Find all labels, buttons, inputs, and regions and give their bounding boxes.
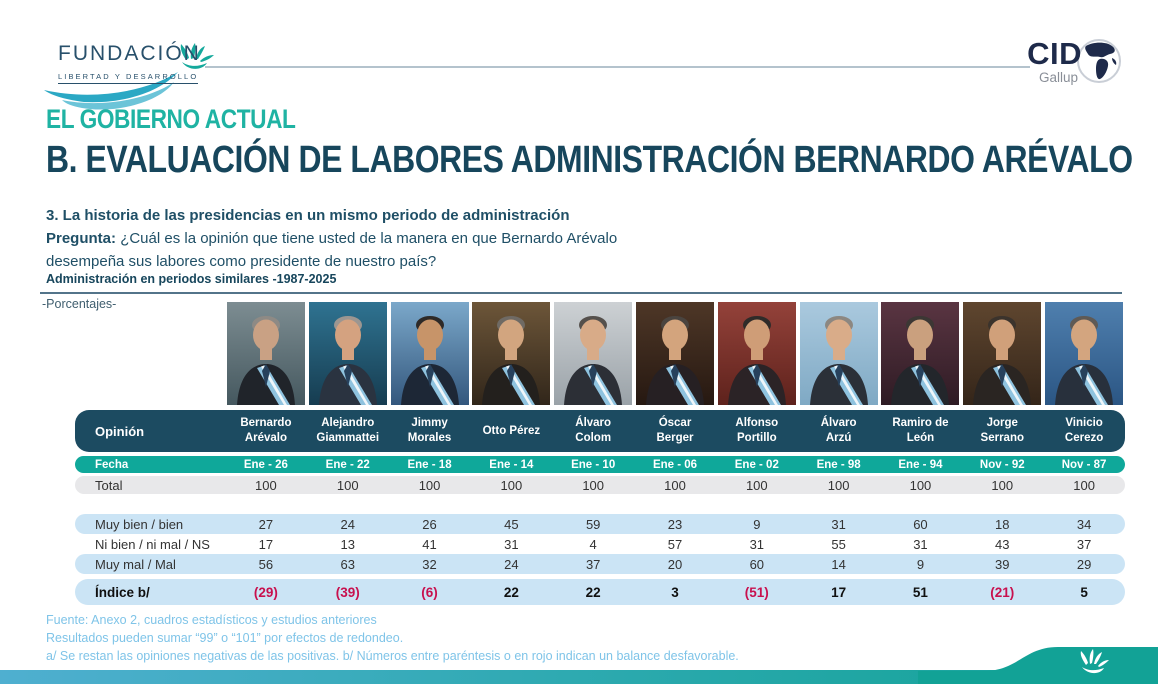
total-row — [75, 476, 1125, 494]
value-cell: 100 — [991, 477, 1014, 493]
value-cell: 22 — [503, 584, 519, 600]
value-cell: 17 — [831, 584, 847, 600]
value-cell: 26 — [422, 516, 437, 532]
row-label: Muy bien / bien — [95, 516, 184, 532]
fecha-row — [75, 456, 1125, 473]
value-cell: 60 — [749, 556, 765, 572]
table-header-row — [75, 410, 1125, 452]
question-text: Pregunta: ¿Cuál es la opinión que tiene usted de la manera en que Bernardo Arévalo desempeña sus labores como presidente de nuestro país? — [46, 230, 618, 270]
value-cell: 100 — [664, 477, 686, 493]
president-photo — [554, 302, 632, 405]
value-cell: Ene - 94 — [898, 458, 943, 471]
value-cell: (51) — [744, 584, 769, 600]
value-cell: (21) — [990, 584, 1015, 600]
section-kicker: EL GOBIERNO ACTUAL — [46, 104, 296, 134]
president-photo — [718, 302, 796, 405]
foundation-name: FUNDACIÓN — [58, 42, 201, 65]
value-cell: 56 — [258, 556, 274, 572]
page-title: B. EVALUACIÓN DE LABORES ADMINISTRACIÓN BERNARDO ARÉVALO — [46, 139, 1133, 181]
value-cell: (6) — [421, 584, 438, 600]
president-photo — [227, 302, 305, 405]
president-photo — [1045, 302, 1123, 405]
foundation-subtitle: LIBERTAD Y DESARROLLO — [58, 72, 198, 84]
footnotes — [46, 611, 739, 665]
value-cell: 60 — [913, 516, 928, 532]
row-label: Total — [95, 477, 123, 493]
table-top-rule — [40, 292, 1122, 294]
value-cell: 18 — [995, 516, 1010, 532]
value-cell: 23 — [667, 516, 683, 532]
value-cell: 9 — [753, 516, 761, 532]
value-cell: 100 — [745, 477, 768, 493]
president-photo — [636, 302, 714, 405]
president-photo — [963, 302, 1041, 405]
value-cell: 37 — [585, 556, 601, 572]
value-cell: 31 — [913, 536, 928, 552]
value-cell: 100 — [909, 477, 932, 493]
value-cell: 100 — [1073, 477, 1095, 493]
value-cell: 14 — [831, 556, 846, 572]
index-row — [75, 579, 1125, 605]
value-cell: 4 — [589, 536, 597, 552]
president-photo — [881, 302, 959, 405]
value-cell: Nov - 87 — [1061, 458, 1107, 471]
value-cell: 9 — [916, 556, 925, 572]
cid-text: CID — [1027, 36, 1082, 71]
value-cell: Ene - 06 — [652, 458, 698, 471]
footnote-source: Fuente: Anexo 2, cuadros estadísticos y estudios anteriores — [46, 613, 377, 627]
value-cell: 5 — [1080, 584, 1088, 600]
value-cell: 17 — [258, 536, 274, 552]
header-divider — [205, 66, 1030, 68]
value-cell: 41 — [422, 536, 437, 552]
row-spacer — [75, 494, 1125, 514]
value-cell: 24 — [340, 516, 355, 532]
president-photo — [309, 302, 387, 405]
question-subtitle: 3. La historia de las presidencias en un mismo periodo de administración — [46, 207, 570, 224]
value-cell: 29 — [1076, 556, 1092, 572]
value-cell: Ene - 02 — [734, 458, 779, 471]
footnote-rounding: Resultados pueden sumar “99” o “101” por efectos de redondeo. — [46, 631, 404, 645]
value-cell: 100 — [827, 477, 850, 493]
value-cell: Ene - 26 — [243, 458, 288, 471]
value-cell: 100 — [255, 477, 277, 493]
value-cell: 100 — [418, 477, 441, 493]
value-cell: 100 — [336, 477, 359, 493]
president-name: Jimmy Morales — [407, 417, 452, 444]
table-row — [75, 534, 1125, 554]
question-block — [46, 204, 617, 273]
value-cell: 37 — [1076, 536, 1092, 552]
percent-note: -Porcentajes- — [42, 297, 117, 311]
value-cell: 63 — [340, 556, 355, 572]
president-name: Bernardo Arévalo — [240, 417, 292, 444]
president-name: Jorge Serrano — [980, 417, 1024, 444]
president-photo — [391, 302, 469, 405]
globe-icon — [1076, 38, 1122, 84]
value-cell: 13 — [340, 536, 355, 552]
value-cell: 32 — [422, 556, 437, 572]
value-cell: 27 — [258, 516, 274, 532]
president-name: Vinicio Cerezo — [1064, 417, 1104, 444]
president-photo — [800, 302, 878, 405]
value-cell: 20 — [667, 556, 683, 572]
value-cell: 43 — [995, 536, 1010, 552]
president-name: Alfonso Portillo — [735, 417, 779, 444]
president-photos-row — [225, 302, 1125, 405]
row-label: Fecha — [95, 458, 129, 471]
value-cell: Ene - 98 — [816, 458, 861, 471]
question-label: Pregunta: — [46, 230, 117, 247]
value-cell: 31 — [504, 536, 519, 552]
value-cell: 3 — [671, 584, 679, 600]
value-cell: Ene - 22 — [325, 458, 370, 471]
value-cell: 55 — [831, 536, 846, 552]
president-name: Álvaro Arzú — [820, 417, 857, 444]
cid-gallup-logo — [1027, 36, 1122, 85]
president-name: Álvaro Colom — [575, 417, 612, 444]
foundation-logo — [46, 34, 236, 106]
footnote-index: a/ Se restan las opiniones negativas de las positivas. b/ Números entre paréntesis o en rojo indican un balance desfavorable. — [46, 649, 739, 663]
table-row — [75, 554, 1125, 574]
period-note: Administración en periodos similares -1987-2025 — [46, 272, 337, 286]
value-cell: 39 — [995, 556, 1010, 572]
value-cell: Ene - 14 — [489, 458, 534, 471]
value-cell: 31 — [749, 536, 765, 552]
value-cell: 59 — [585, 516, 601, 532]
value-cell: 34 — [1076, 516, 1092, 532]
value-cell: 100 — [500, 477, 523, 493]
value-cell: 31 — [831, 516, 846, 532]
value-cell: (39) — [335, 584, 360, 600]
value-cell: 51 — [912, 584, 928, 600]
value-cell: 22 — [585, 584, 601, 600]
row-label: Opinión — [95, 423, 145, 439]
value-cell: Ene - 18 — [407, 458, 452, 471]
value-cell: 57 — [667, 536, 683, 552]
president-photo — [472, 302, 550, 405]
table-row — [75, 514, 1125, 534]
gallup-text: Gallup — [1038, 69, 1078, 85]
value-cell: Nov - 92 — [979, 458, 1025, 471]
president-name: Alejandro Giammattei — [316, 417, 380, 444]
row-label: Índice b/ — [95, 584, 150, 600]
bottom-swoosh — [918, 642, 1158, 684]
president-name: Ramiro de León — [892, 417, 949, 444]
value-cell: 45 — [504, 516, 519, 532]
president-name: Óscar Berger — [656, 417, 694, 444]
value-cell: (29) — [253, 584, 278, 600]
row-label: Muy mal / Mal — [95, 556, 176, 572]
president-name: Otto Pérez — [482, 424, 541, 437]
value-cell: 100 — [582, 477, 605, 493]
value-cell: Ene - 10 — [571, 458, 616, 471]
row-label: Ni bien / ni mal / NS — [95, 536, 210, 552]
results-table — [75, 410, 1125, 605]
value-cell: 24 — [504, 556, 519, 572]
